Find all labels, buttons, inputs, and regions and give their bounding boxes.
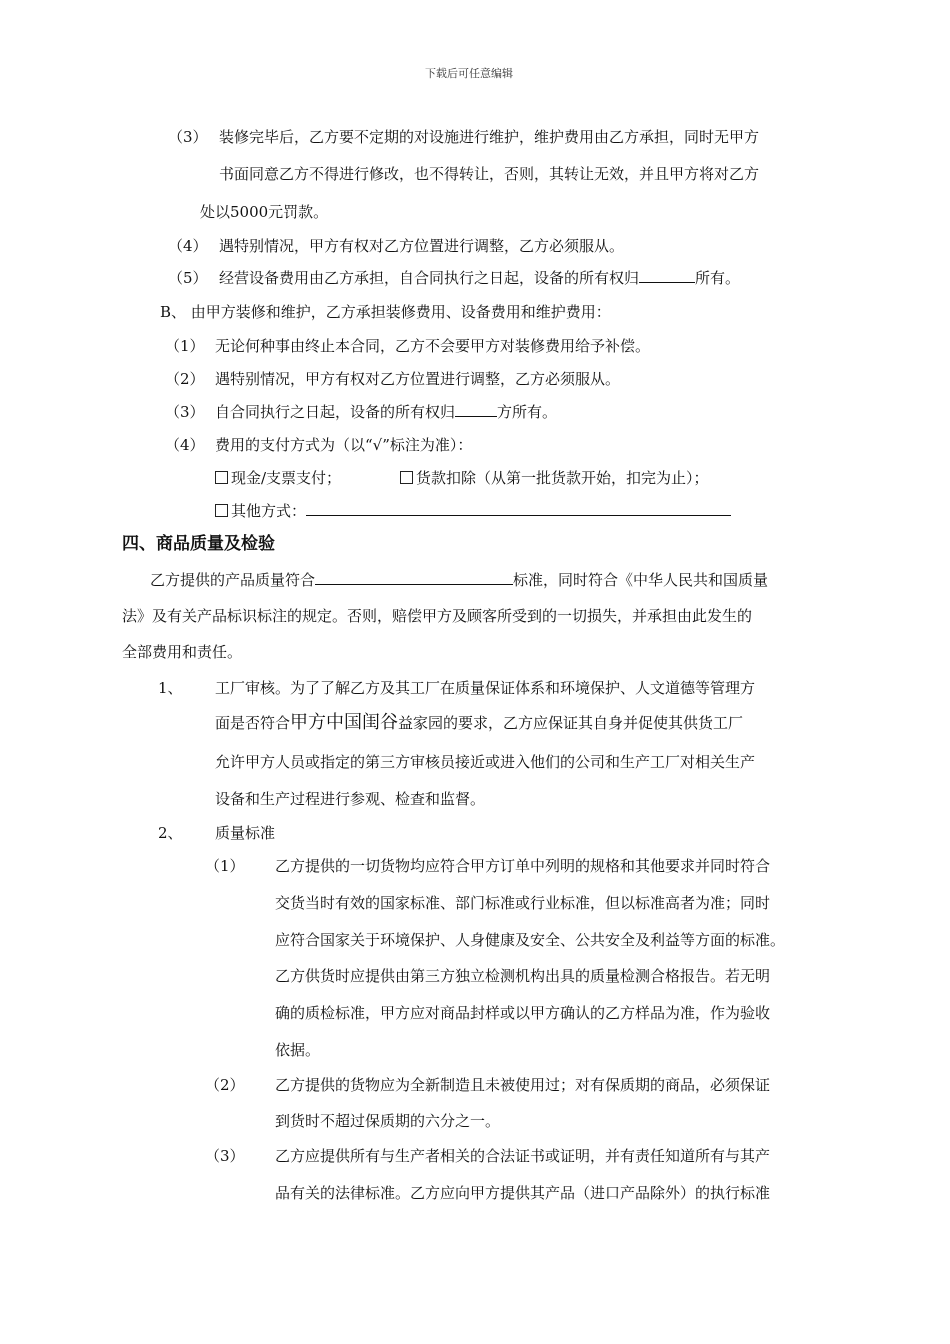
item-number: （4） <box>168 237 208 255</box>
option-label: 其他方式： <box>231 502 307 520</box>
paragraph-line: 遇特别情况，甲方有权对乙方位置进行调整，乙方必须服从。 <box>219 237 625 255</box>
item-number: 2、 <box>158 824 183 842</box>
paragraph-line: 交货当时有效的国家标准、部门标准或行业标准，但以标准高者为准；同时 <box>275 894 771 912</box>
item-number: （2） <box>165 370 205 388</box>
paragraph-line: 依据。 <box>275 1041 321 1059</box>
text-segment: 所有。 <box>695 269 741 287</box>
paragraph-line: 应符合国家关于环境保护、人身健康及安全、公共安全及利益等方面的标准。 <box>275 931 786 949</box>
payment-option-other[interactable] <box>215 501 731 521</box>
text-segment: 乙方提供的产品质量符合 <box>150 571 316 589</box>
paragraph-line <box>215 402 557 422</box>
item-number: （3） <box>168 128 208 146</box>
paragraph-line: 全部费用和责任。 <box>122 643 243 661</box>
item-number: （3） <box>205 1147 245 1165</box>
paragraph-line: 装修完毕后，乙方要不定期的对设施进行维护，维护费用由乙方承担，同时无甲方 <box>219 128 760 146</box>
text-segment: 面是否符合 <box>215 714 291 732</box>
paragraph-line <box>215 713 743 733</box>
item-number: （2） <box>205 1076 245 1094</box>
paragraph-line: 乙方提供的一切货物均应符合甲方订单中列明的规格和其他要求并同时符合 <box>275 857 771 875</box>
paragraph-line: 品有关的法律标准。乙方应向甲方提供其产品（进口产品除外）的执行标准 <box>275 1184 771 1202</box>
item-number: （1） <box>165 337 205 355</box>
paragraph-line: 到货时不超过保质期的六分之一。 <box>275 1112 501 1130</box>
company-name: 甲方中国闺谷 <box>290 712 399 733</box>
paragraph-line: 乙方供货时应提供由第三方独立检测机构出具的质量检测合格报告。若无明 <box>275 967 771 985</box>
checkbox-icon[interactable] <box>400 471 413 484</box>
fill-in-blank[interactable] <box>315 570 513 585</box>
paragraph-line: 乙方应提供所有与生产者相关的合法证书或证明，并有责任知道所有与其产 <box>275 1147 771 1165</box>
paragraph-line: 处以5000元罚款。 <box>200 203 329 221</box>
text-segment: 经营设备费用由乙方承担，自合同执行之日起，设备的所有权归 <box>219 269 640 287</box>
paragraph-line: 设备和生产过程进行参观、检查和监督。 <box>215 790 486 808</box>
payment-option-cash[interactable] <box>215 468 341 488</box>
item-number: （1） <box>205 857 245 875</box>
text-segment: 益家园的要求，乙方应保证其自身并促使其供货工厂 <box>398 714 744 732</box>
option-label: 现金/支票支付； <box>231 469 342 487</box>
item-number: （5） <box>168 269 208 287</box>
fill-in-blank[interactable] <box>306 501 731 516</box>
paragraph-line <box>219 268 740 288</box>
item-number: （4） <box>165 436 205 454</box>
paragraph-line: 允许甲方人员或指定的第三方审核员接近或进入他们的公司和生产工厂对相关生产 <box>215 753 756 771</box>
paragraph-line: 书面同意乙方不得进行修改，也不得转让，否则，其转让无效，并且甲方将对乙方 <box>219 165 760 183</box>
section-b-title: B、 由甲方装修和维护，乙方承担装修费用、设备费用和维护费用： <box>160 303 611 321</box>
text-segment: 方所有。 <box>497 403 558 421</box>
section-heading: 四、商品质量及检验 <box>122 534 275 554</box>
item-number: 1、 <box>158 679 183 697</box>
checkbox-icon[interactable] <box>215 504 228 517</box>
text-segment: 自合同执行之日起，设备的所有权归 <box>215 403 456 421</box>
paragraph-line: 工厂审核。为了了解乙方及其工厂在质量保证体系和环境保护、人文道德等管理方 <box>215 679 756 697</box>
paragraph-line: 乙方提供的货物应为全新制造且未被使用过；对有保质期的商品，必须保证 <box>275 1076 771 1094</box>
option-label: 货款扣除（从第一批货款开始，扣完为止）； <box>416 469 709 487</box>
fill-in-blank[interactable] <box>455 402 497 417</box>
item-number: （3） <box>165 403 205 421</box>
payment-option-deduct[interactable] <box>400 468 709 488</box>
paragraph-line: 确的质检标准，甲方应对商品封样或以甲方确认的乙方样品为准，作为验收 <box>275 1004 771 1022</box>
fill-in-blank[interactable] <box>639 268 695 283</box>
paragraph-line: 法》及有关产品标识标注的规定。否则，赔偿甲方及顾客所受到的一切损失，并承担由此发生的 <box>122 607 753 625</box>
text-segment: 标准，同时符合《中华人民共和国质量 <box>513 571 769 589</box>
subsection-title: 质量标准 <box>215 824 276 842</box>
page-header: 下载后可任意编辑 <box>425 67 513 80</box>
paragraph-line <box>150 570 768 590</box>
paragraph-line: 费用的支付方式为（以“√”标注为准）： <box>215 436 473 454</box>
paragraph-line: 无论何种事由终止本合同，乙方不会要甲方对装修费用给予补偿。 <box>215 337 651 355</box>
paragraph-line: 遇特别情况，甲方有权对乙方位置进行调整，乙方必须服从。 <box>215 370 621 388</box>
checkbox-icon[interactable] <box>215 471 228 484</box>
